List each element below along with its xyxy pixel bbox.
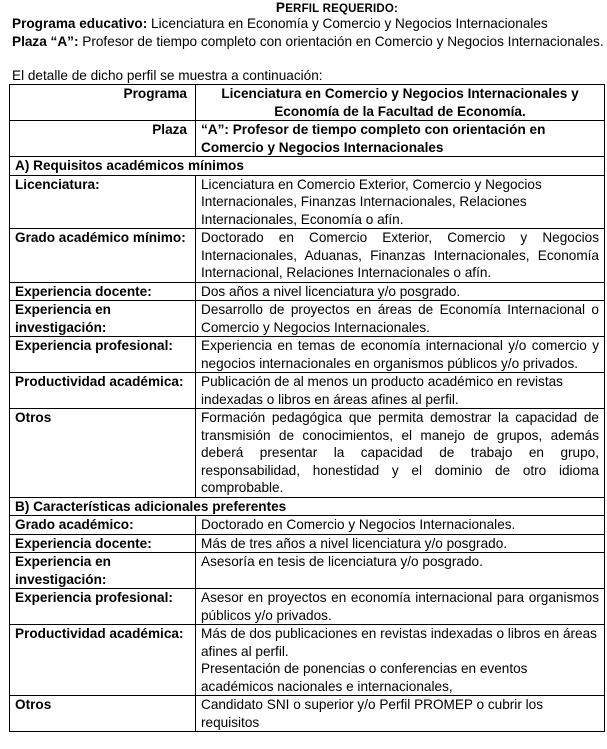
row-label: Grado académico: xyxy=(10,516,196,535)
row-label: Experiencia en investigación: xyxy=(10,553,196,589)
programa-label: Programa xyxy=(10,85,196,121)
table-row-plaza xyxy=(10,121,605,157)
heading-initial: P xyxy=(275,0,286,15)
row-value: Desarrollo de proyectos en áreas de Economía Internacional o Comercio y Negocios Internacionales. xyxy=(196,301,605,337)
table-row xyxy=(10,175,605,229)
table-row xyxy=(10,696,605,732)
programa-value: Licenciatura en Comercio y Negocios Internacionales y Economía de la Facultad de Economía. xyxy=(196,85,605,121)
table-row xyxy=(10,282,605,301)
row-label: Experiencia profesional: xyxy=(10,589,196,625)
intro-programa-label: Programa educativo: xyxy=(12,16,148,31)
row-label: Experiencia docente: xyxy=(10,282,196,301)
profile-table xyxy=(9,84,605,732)
table-row-programa xyxy=(10,85,605,121)
intro-block xyxy=(9,15,605,50)
row-label: Productividad académica: xyxy=(10,625,196,696)
document-page xyxy=(9,0,605,732)
table-row xyxy=(10,534,605,553)
intro-plaza-label: Plaza “A”: xyxy=(12,33,79,49)
row-value: Asesoría en tesis de licenciatura y/o posgrado. xyxy=(196,553,605,589)
table-row xyxy=(10,589,605,625)
table-row xyxy=(10,301,605,337)
row-label: Experiencia en investigación: xyxy=(10,301,196,337)
row-value: Dos años a nivel licenciatura y/o posgrado. xyxy=(196,282,605,301)
plaza-label: Plaza xyxy=(10,121,196,157)
row-value: Candidato SNI o superior y/o Perfil PROMEP o cubrir los requisitos xyxy=(196,696,605,732)
plaza-value: “A”: Profesor de tiempo completo con orientación en Comercio y Negocios Internacionales xyxy=(196,121,605,157)
row-value: Más de tres años a nivel licenciatura y/o posgrado. xyxy=(196,534,605,553)
table-row xyxy=(10,409,605,498)
table-row xyxy=(10,553,605,589)
table-row xyxy=(10,337,605,373)
row-value: Experiencia en temas de economía internacional y/o comercio y negocios internacionales en organismos públicos y/o privados. xyxy=(196,337,605,373)
section-b-title: B) Características adicionales preferentes xyxy=(10,497,605,516)
heading-rest: ERFIL REQUERIDO: xyxy=(285,3,399,15)
row-label: Licenciatura: xyxy=(10,175,196,229)
row-value: Licenciatura en Comercio Exterior, Comercio y Negocios Internacionales, Finanzas Internacionales, Relaciones Internacionales, Economía o afín. xyxy=(196,175,605,229)
row-label: Productividad académica: xyxy=(10,373,196,409)
table-row xyxy=(10,229,605,283)
row-value-line: Más de dos publicaciones en revistas indexadas o libros en áreas afines al perfil. xyxy=(201,626,597,659)
intro-plaza xyxy=(12,33,605,51)
section-b-header xyxy=(10,497,605,516)
row-label: Grado académico mínimo: xyxy=(10,229,196,283)
row-value: Asesor en proyectos en economía internacional para organismos públicos y/o privados. xyxy=(196,589,605,625)
table-row xyxy=(10,625,605,696)
row-value xyxy=(196,625,605,696)
section-a-title: A) Requisitos académicos mínimos xyxy=(10,157,605,176)
row-label: Otros xyxy=(10,409,196,498)
intro-programa xyxy=(12,15,605,33)
row-value: Doctorado en Comercio Exterior, Comercio y Negocios Internacionales, Aduanas, Finanzas Internacionales, Economía Internacional, Relaciones Internacionales o afín. xyxy=(196,229,605,283)
table-row xyxy=(10,373,605,409)
row-label: Experiencia docente: xyxy=(10,534,196,553)
intro-plaza-value: Profesor de tiempo completo con orientación en Comercio y Negocios Internacionales. xyxy=(82,33,604,49)
row-value-line: Presentación de ponencias o conferencias en eventos académicos nacionales e internacionales, xyxy=(201,661,528,694)
lead-text: El detalle de dicho perfil se muestra a continuación: xyxy=(12,68,323,83)
row-value: Formación pedagógica que permita demostrar la capacidad de transmisión de conocimientos, el manejo de grupos, además deberá presentar la capacidad de trabajo en grupo, responsabilidad, honestidad y el dominio de otro idioma comprobable. xyxy=(196,409,605,498)
row-label: Otros xyxy=(10,696,196,732)
section-a-header xyxy=(10,157,605,176)
row-value: Doctorado en Comercio y Negocios Internacionales. xyxy=(196,516,605,535)
row-label: Experiencia profesional: xyxy=(10,337,196,373)
document-heading xyxy=(69,0,605,15)
intro-programa-value: Licenciatura en Economía y Comercio y Negocios Internacionales xyxy=(151,16,548,31)
row-value: Publicación de al menos un producto académico en revistas indexadas o libros en áreas afines al perfil. xyxy=(196,373,605,409)
table-row xyxy=(10,516,605,535)
